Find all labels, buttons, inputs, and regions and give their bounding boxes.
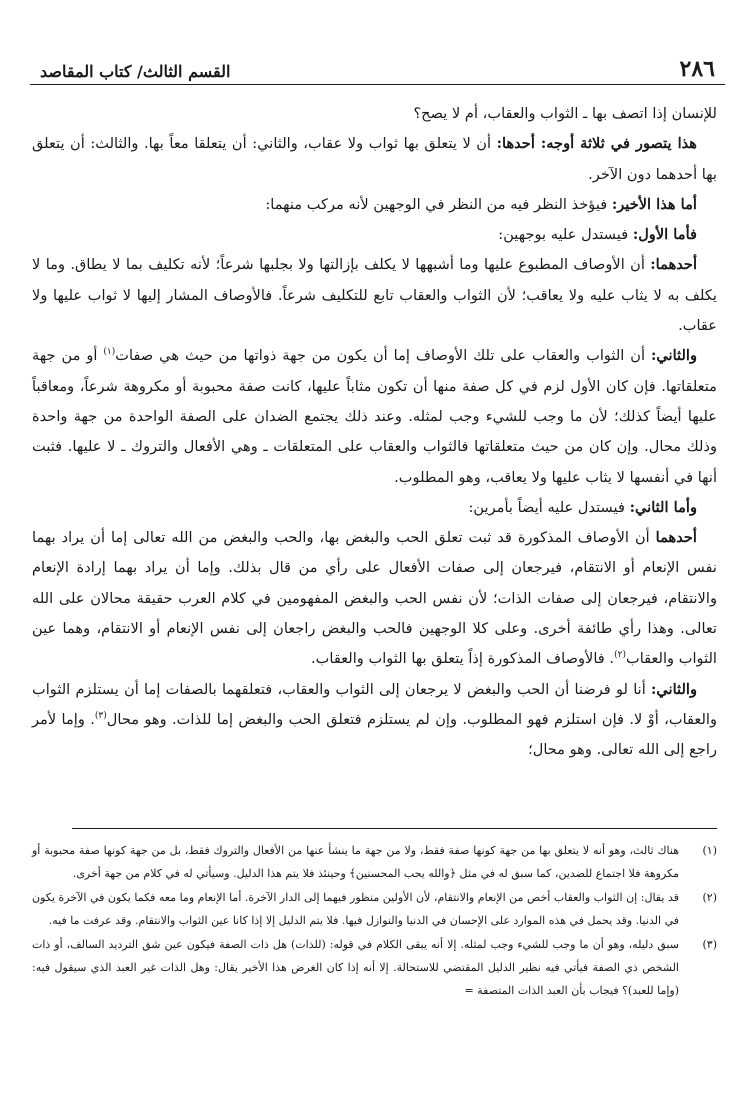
paragraph: [32, 190, 717, 220]
paragraph-lead: أحدهما:: [650, 256, 697, 274]
running-head: [30, 58, 725, 85]
paragraph-lead: والثاني:: [650, 680, 697, 698]
main-text: [30, 99, 725, 766]
paragraph: [32, 99, 717, 129]
footnote: [32, 840, 725, 885]
footnote-marker[interactable]: (١): [103, 347, 116, 358]
paragraph-text: فيستدل عليه بوجهين:: [498, 226, 633, 244]
paragraph: [32, 523, 717, 674]
paragraph-text: أن الثواب والعقاب على تلك الأوصاف إما أن يكون من جهة ذواتها من حيث هي صفات: [115, 347, 651, 365]
paragraph-text: أو من جهة متعلقاتها. فإن كان الأول لزم في كل صفة منها أن تكون مثاباً عليها، كانت صفة محبوبة أو مكروهة شرعاً، ومعاقباً عليها أيضاً كذلك؛ لأن ما وجب للشيء وجب لمثله. وعند ذلك يجتمع الضدان على الصفة الواحدة من جهة واحدة وذلك محال. وإن كان من حيث متعلقاتها فالثواب والعقاب على المتعلقات ـ وهي الأفعال والتروك ـ لا عليها. فثبت أنها في أنفسها لا يثاب عليها ولا يعاقب، وهو المطلوب.: [32, 347, 717, 486]
paragraph-lead: والثاني:: [650, 347, 697, 365]
paragraph-lead: هذا يتصور في ثلاثة أوجه: أحدها:: [496, 135, 697, 153]
paragraph-text: أن لا يتعلق بها ثواب ولا عقاب، والثاني: أن يتعلقا معاً بها. والثالث: أن يتعلق بها أحدهما دون الآخر.: [32, 135, 717, 183]
footnote-marker[interactable]: (٣): [94, 711, 107, 722]
paragraph-text: أنا لو فرضنا أن الحب والبغض لا يرجعان إلى الثواب والعقاب، فتعلقهما بالصفات إما أن يستلزم الثواب والعقاب، أوْ لا. فإن استلزم فهو المطلوب. وإن لم يستلزم فتعلق الحب والبغض إما للذات. وهو محال: [32, 680, 717, 728]
footnote: [32, 934, 725, 1002]
footnote: [32, 887, 725, 932]
paragraph-lead: أما هذا الأخير:: [611, 195, 697, 213]
paragraph: [32, 129, 717, 190]
footnote-marker[interactable]: (٢): [614, 650, 626, 661]
footnote-text: قد يقال: إن الثواب والعقاب أخص من الإنعام والانتقام، لأن الأولين منظور فيهما إلى الدار الآخرة. أما الإنعام وما معه فكما يكون في الآخرة يكون في الدنيا. وقد يحمل في هذه الموارد على الإحسان في الدنيا والنوازل فيها. فلا يتم الدليل إلا إذا كانا عين الثواب والانتقام. وقد عرفت ما فيه.: [32, 891, 679, 927]
footnote-text: سبق دليله، وهو أن ما وجب للشيء وجب لمثله. إلا أنه يبقى الكلام في قوله: (للذات) هل ذات الصفة فيكون عين شق الترديد السالف، أو ذات الشخص ذي الصفة فيأتي فيه نظير الدليل المقتضي للاستحالة. إلا أنه إذا كان الغرض هذا الأخير يقال: وهل الذات غير العبد الذي سيقول فيه: (وإما للعبد)؟ فيجاب بأن العبد الذات المتصفة =: [32, 938, 679, 997]
footnote-divider: [72, 828, 717, 829]
paragraph-text: . فالأوصاف المذكورة إذاً يتعلق بها الثواب والعقاب.: [311, 650, 615, 668]
paragraph: [32, 250, 717, 341]
paragraph: [32, 341, 717, 492]
paragraph-text: أن الأوصاف المذكورة قد ثبت تعلق الحب والبغض بها، والحب والبغض من الله تعالى إما أن يراد بهما نفس الإنعام أو الانتقام، فيرجعان إلى صفات الأفعال على رأي من قال بذلك. وإما أن يراد بهما إرادة الإنعام والانتقام، فيرجعان إلى صفات الذات؛ لأن نفس الحب والبغض المفهومين في كلام العرب حقيقة محالان على الله تعالى. وهذا رأي طائفة أخرى. وعلى كلا الوجهين فالحب والبغض راجعان إلى نفس الإنعام أو الانتقام، وهما عين الثواب والعقاب: [32, 529, 717, 668]
paragraph-text: فيؤخذ النظر فيه من النظر في الوجهين لأنه مركب منهما:: [265, 195, 612, 213]
paragraph-lead: أحدهما: [655, 529, 697, 547]
footnotes: [32, 840, 725, 1004]
paragraph-text: للإنسان إذا اتصف بها ـ الثواب والعقاب، أم لا يصح؟: [413, 105, 717, 122]
footnote-number: (١): [702, 844, 717, 857]
paragraph-text: فيستدل عليه أيضاً بأمرين:: [468, 498, 630, 516]
paragraph-lead: فأما الأول:: [632, 226, 697, 244]
paragraph-text: . وإما لأمر راجع إلى الله تعالى. وهو محال؛: [32, 710, 717, 759]
paragraph: [32, 493, 717, 523]
running-title: القسم الثالث/ كتاب المقاصد: [40, 62, 231, 81]
page-number: ٢٨٦: [679, 56, 715, 82]
footnote-text: هناك ثالث، وهو أنه لا يتعلق بها من جهة كونها صفة فقط، ولا من جهة ما ينشأ عنها من الأفعال والتروك فقط، بل من جهة كونها صفة محبوبة أو مكروهة فلا اجتماع للضدين، كما سبق له في مثل ﴿والله يحب المحسنين﴾ وحينئذ فلا يتم هذا الدليل. وسيأتي له في كلام من جهة أخرى.: [32, 844, 679, 880]
paragraph-lead: وأما الثاني:: [629, 498, 697, 516]
paragraph-text: أن الأوصاف المطبوع عليها وما أشبهها لا يكلف بإزالتها ولا بجلبها شرعاً؛ لأنه تكليف بما لا يطاق. وما لا يكلف به لا يثاب عليه ولا يعاقب؛ لأن الثواب والعقاب تابع للتكليف شرعاً. فالأوصاف المشار إليها لا ثواب عليها ولا عقاب.: [32, 256, 717, 335]
paragraph: [32, 675, 717, 766]
paragraph: [32, 220, 717, 250]
footnote-number: (٣): [702, 938, 717, 952]
footnote-number: (٢): [702, 891, 717, 905]
